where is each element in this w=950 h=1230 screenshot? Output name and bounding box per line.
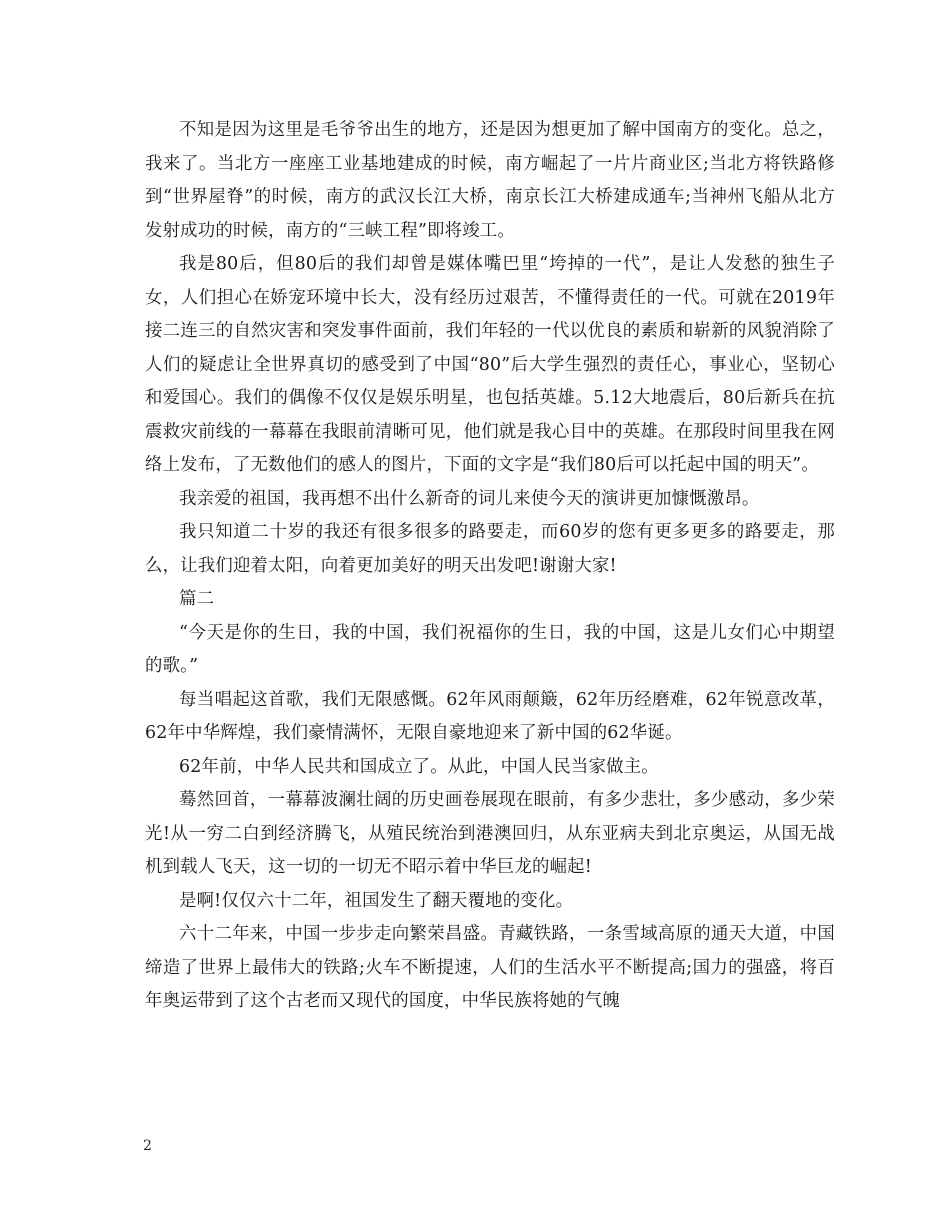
paragraph-1: 不知是因为这里是毛爷爷出生的地方，还是因为想更加了解中国南方的变化。总之，我来了。当北方一座座工业基地建成的时候，南方崛起了一片片商业区;当北方将铁路修到“世界屋脊”的时候，南方的武汉长江大桥，南京长江大桥建成通车;当神州飞船从北方发射成功的时候，南方的“三峡工程”即将竣工。 xyxy=(145,120,835,241)
paragraph-4: 我只知道二十岁的我还有很多很多的路要走，而60岁的您有更多更多的路要走，那么，让我们迎着太阳，向着更加美好的明天出发吧!谢谢大家! xyxy=(145,522,835,576)
paragraph-8: 62年前，中华人民共和国成立了。从此，中国人民当家做主。 xyxy=(179,756,659,777)
paragraph-7: 每当唱起这首歌，我们无限感慨。62年风雨颠簸，62年历经磨难，62年锐意改革，62年中华辉煌，我们豪情满怀，无限自豪地迎来了新中国的62华诞。 xyxy=(145,689,835,743)
page-number: 2 xyxy=(143,1138,152,1154)
section-heading-part-two: 篇二 xyxy=(179,589,215,609)
paragraph-11: 六十二年来，中国一步步走向繁荣昌盛。青藏铁路，一条雪域高原的通天大道，中国缔造了世界上最伟大的铁路;火车不断提速，人们的生活水平不断提高;国力的强盛，将百年奥运带到了这个古老而又现代的国度，中华民族将她的气魄 xyxy=(145,924,835,1011)
paragraph-6: “今天是你的生日，我的中国，我们祝福你的生日，我的中国，这是儿女们心中期望的歌。” xyxy=(145,622,835,676)
paragraph-2: 我是80后，但80后的我们却曾是媒体嘴巴里“垮掉的一代”，是让人发愁的独生子女，人们担心在娇宠环境中长大，没有经历过艰苦，不懂得责任的一代。可就在2019年接二连三的自然灾害和突发事件面前，我们年轻的一代以优良的素质和崭新的风貌消除了人们的疑虑让全世界真切的感受到了中国“80”后大学生强烈的责任心，事业心，坚韧心和爱国心。我们的偶像不仅仅是娱乐明星，也包括英雄。5.12大地震后，80后新兵在抗震救灾前线的一幕幕在我眼前清晰可见，他们就是我心目中的英雄。在那段时间里我在网络上发布，了无数他们的感人的图片，下面的文字是“我们80后可以托起中国的明天”。 xyxy=(145,254,835,475)
body-text xyxy=(145,114,835,1019)
paragraph-3: 我亲爱的祖国，我再想不出什么新奇的词儿来使今天的演讲更加慷慨激昂。 xyxy=(179,488,760,509)
paragraph-9: 蓦然回首，一幕幕波澜壮阔的历史画卷展现在眼前，有多少悲壮，多少感动，多少荣光!从一穷二白到经济腾飞，从殖民统治到港澳回归，从东亚病夫到北京奥运，从国无战机到载人飞天，这一切的一切无不昭示着中华巨龙的崛起! xyxy=(145,790,835,877)
paragraph-10: 是啊!仅仅六十二年，祖国发生了翻天覆地的变化。 xyxy=(179,890,574,911)
